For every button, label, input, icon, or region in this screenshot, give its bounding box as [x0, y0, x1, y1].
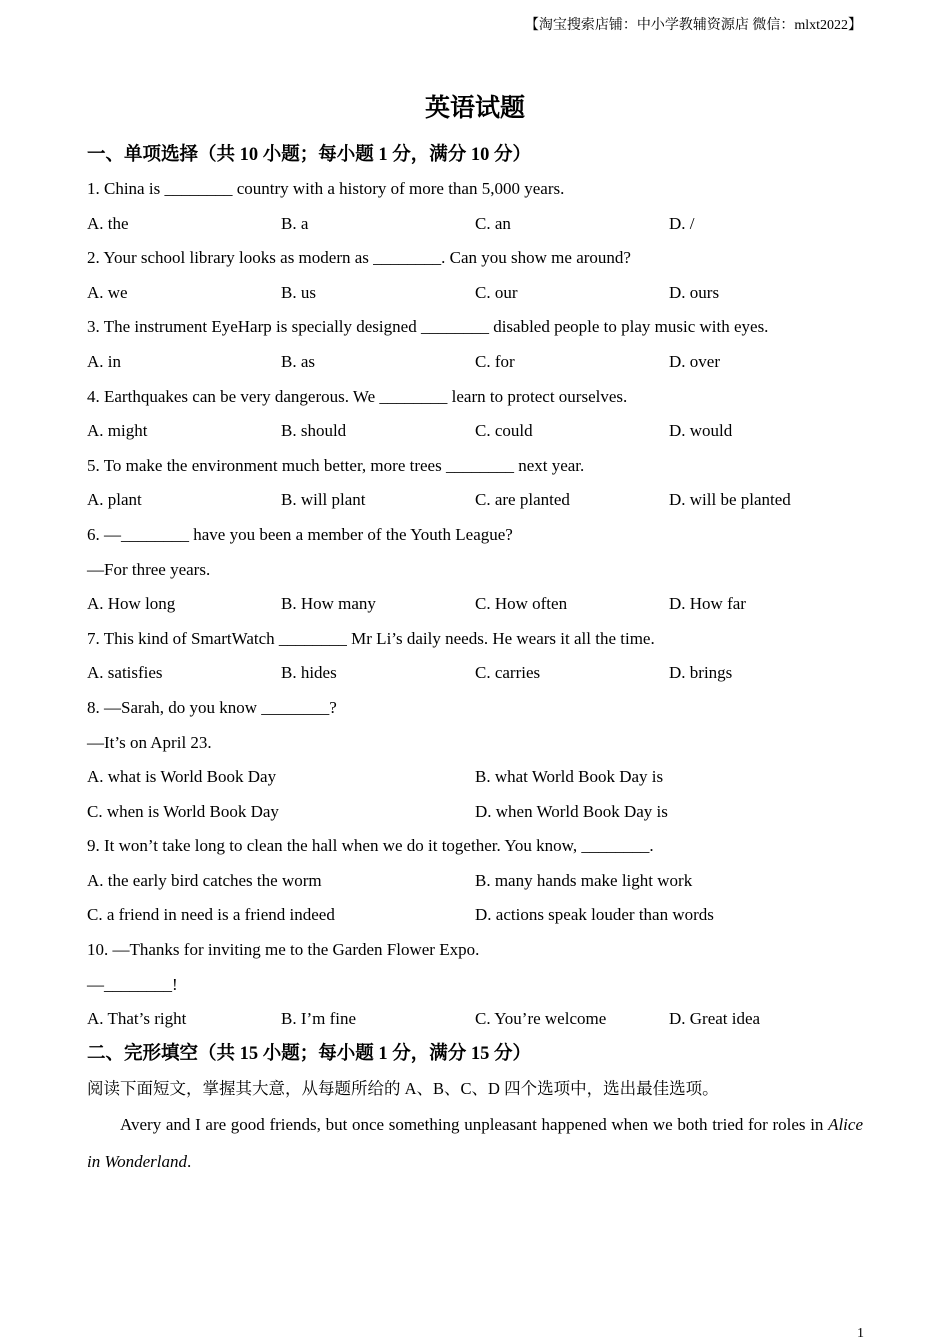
question-5 [87, 449, 863, 518]
option-d: D. ours [669, 282, 720, 302]
option-c: C. are planted [475, 490, 570, 510]
question-stem: 3. The instrument EyeHarp is specially designed ________ disabled people to play music with eyes. [87, 317, 769, 337]
option-row [87, 276, 863, 311]
question-stem: 2. Your school library looks as modern as ________. Can you show me around? [87, 248, 631, 268]
option-c: C. could [475, 421, 533, 441]
option-b: B. How many [281, 594, 376, 614]
option-c: C. our [475, 282, 518, 302]
option-a: A. might [87, 421, 148, 441]
header-note: 【淘宝搜索店铺：中小学教辅资源店 微信：mlxt2022】 [524, 18, 862, 33]
option-d: D. when World Book Day is [475, 801, 668, 821]
question-dialogue-line: —For three years. [87, 559, 211, 579]
option-b: B. as [281, 351, 315, 371]
option-d: D. brings [669, 663, 733, 683]
question-2 [87, 241, 863, 310]
option-b: B. should [281, 421, 347, 441]
option-a: A. what is World Book Day [87, 767, 277, 787]
option-row [87, 760, 863, 795]
page-number: 1 [857, 1326, 864, 1341]
option-b: B. us [281, 282, 316, 302]
option-a: A. we [87, 282, 128, 302]
option-row [87, 414, 863, 449]
option-row [87, 207, 863, 242]
option-d: D. would [669, 421, 733, 441]
option-row [87, 1002, 863, 1037]
question-6 [87, 518, 863, 622]
question-stem: 9. It won’t take long to clean the hall when we do it together. You know, ________. [87, 836, 654, 856]
option-row [87, 898, 863, 933]
option-c: C. for [475, 351, 515, 371]
question-list [87, 172, 863, 1037]
question-stem: 4. Earthquakes can be very dangerous. We ________ learn to protect ourselves. [87, 386, 628, 406]
option-a: A. the early bird catches the worm [87, 870, 322, 890]
option-d: D. Great idea [669, 1009, 761, 1029]
option-row [87, 587, 863, 622]
question-stem: 5. To make the environment much better, more trees ________ next year. [87, 455, 585, 475]
option-d: D. will be planted [669, 490, 791, 510]
option-c: C. How often [475, 594, 568, 614]
option-row [87, 864, 863, 899]
question-8 [87, 691, 863, 829]
passage-text: Avery and I are good friends, but once something unpleasant happened when we both tried for roles in [120, 1114, 829, 1134]
option-c: C. an [475, 213, 511, 233]
option-row [87, 483, 863, 518]
question-3 [87, 310, 863, 379]
option-b: B. will plant [281, 490, 366, 510]
question-stem: 6. —________ have you been a member of the Youth League? [87, 524, 513, 544]
section-2-instruction: 阅读下面短文，掌握其大意，从每题所给的 A、B、C、D 四个选项中，选出最佳选项。 [87, 1078, 719, 1098]
question-stem: 8. —Sarah, do you know ________? [87, 697, 337, 717]
question-stem: 10. —Thanks for inviting me to the Garden Flower Expo. [87, 940, 480, 960]
option-a: A. plant [87, 490, 142, 510]
option-d: D. over [669, 351, 720, 371]
question-stem: 1. China is ________ country with a history of more than 5,000 years. [87, 179, 565, 198]
question-10 [87, 933, 863, 1037]
exam-content [87, 138, 863, 1197]
passage-book-title: Alice in Wonderland [87, 1114, 863, 1171]
question-stem: 7. This kind of SmartWatch ________ Mr Li’s daily needs. He wears it all the time. [87, 628, 655, 648]
question-9 [87, 829, 863, 933]
question-7 [87, 622, 863, 691]
question-4 [87, 380, 863, 449]
option-row [87, 345, 863, 380]
option-b: B. what World Book Day is [475, 767, 664, 787]
option-b: B. hides [281, 663, 337, 683]
option-b: B. many hands make light work [475, 870, 693, 890]
option-row [87, 656, 863, 691]
option-c: C. a friend in need is a friend indeed [87, 905, 335, 925]
option-d: D. actions speak louder than words [475, 905, 714, 925]
question-1 [87, 172, 863, 241]
passage [87, 1106, 863, 1180]
option-a: A. in [87, 351, 121, 371]
passage-end: . [186, 1151, 192, 1171]
option-d: D. How far [669, 594, 746, 614]
section-2-heading: 二、完形填空（共 15 小题；每小题 1 分，满分 15 分） [87, 1043, 532, 1064]
option-d: D. / [669, 213, 695, 233]
page-title: 英语试题 [424, 95, 525, 122]
option-c: C. carries [475, 663, 541, 683]
option-b: B. a [281, 213, 309, 233]
section-1-heading: 一、单项选择（共 10 小题；每小题 1 分，满分 10 分） [87, 145, 532, 165]
question-dialogue-line: —It’s on April 23. [87, 732, 212, 752]
option-a: A. the [87, 213, 129, 233]
option-a: A. satisfies [87, 663, 163, 683]
option-a: A. How long [87, 594, 176, 614]
option-a: A. That’s right [87, 1009, 187, 1029]
option-row [87, 795, 863, 830]
option-c: C. when is World Book Day [87, 801, 279, 821]
question-dialogue-line: —________! [87, 974, 178, 994]
option-c: C. You’re welcome [475, 1009, 607, 1029]
option-b: B. I’m fine [281, 1009, 357, 1029]
